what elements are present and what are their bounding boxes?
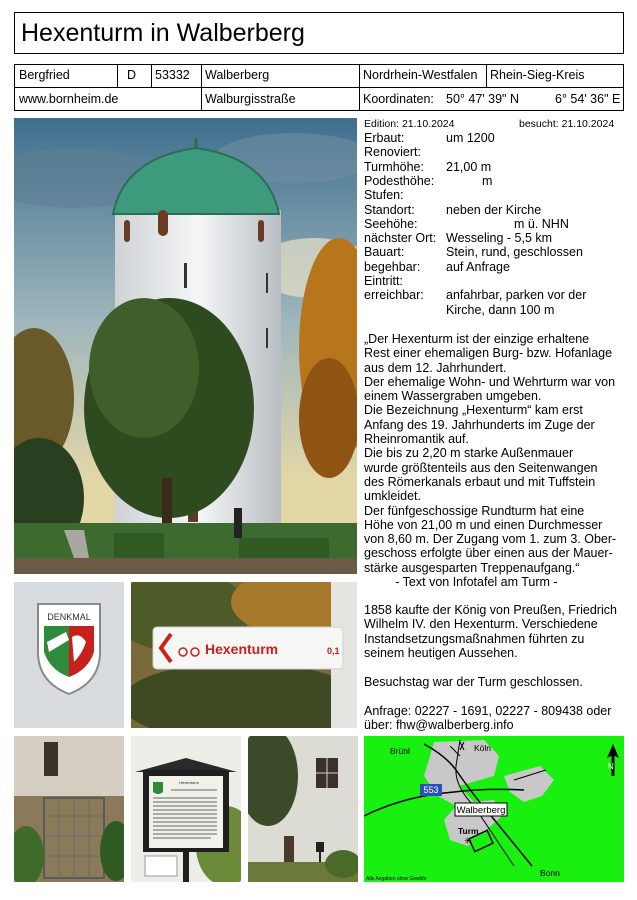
edition-date: Edition: 21.10.2024 [364,118,455,130]
type-cell: Bergfried [19,68,70,82]
contact-email[interactable]: über: fhw@walberberg.info [364,718,514,733]
quote-line: Anfang des 19. Jahrhunderts im Zuge der [364,417,595,432]
street-cell: Walburgisstraße [205,92,296,106]
quote-line: Höhe von 21,00 m und einen Durchmesser [364,517,603,532]
country-cell: D [127,68,137,82]
quote-line: von 8,60 m. Der Zugang vom 1. zum 3. Ober- [364,532,617,547]
postcode-cell: 53332 [155,68,190,82]
fact-value: Stein, rund, geschlossen [446,245,583,260]
quote-line: Die Bezeichnung „Hexenturm“ kam erst [364,403,583,418]
coords-label: Koordinaten: [363,92,434,106]
road-number: 553 [423,785,439,795]
quote-line: „Der Hexenturm ist der einzige erhaltene [364,332,590,346]
quote-line: umkleidet. [364,489,421,504]
quote-line: einem Wassergraben umgeben. [364,389,542,404]
map-label-walberberg: Walberberg [456,805,506,816]
fact-label: Standort: [364,202,415,217]
gate-photo [14,736,124,882]
fact-label: Renoviert: [364,145,421,160]
denkmal-text: DENKMAL [47,612,91,622]
map-label-bruhl: Brühl [390,746,410,756]
history-line: seinem heutigen Aussehen. [364,645,518,660]
sign-distance: 0,1 [327,646,340,656]
town-cell: Walberberg [205,68,270,82]
quote-line: Der fünfgeschossige Rundturm hat eine [364,503,585,518]
history-line: Instandsetzungsmaßnahmen führten zu [364,631,585,646]
denkmal-plaque-photo [14,582,124,728]
fact-label: Bauart: [364,245,405,260]
fact-label: Turmhöhe: [364,159,424,174]
fact-label: Podesthöhe: [364,173,435,188]
location-map [364,736,624,882]
sign-text: Hexenturm [205,641,279,657]
fact-value: anfahrbar, parken vor der [446,288,587,303]
fact-value: Kirche, dann 100 m [446,302,555,317]
history-line: 1858 kaufte der König von Preußen, Friedrich [364,603,617,617]
quote-line: des Römerkanals erbaut und mit Tuffstein [364,474,596,489]
fact-value: 21,00 m [446,159,492,174]
quote-line: geschoss erfolgte über einen aus der Mauer- [364,546,613,561]
board-title: Hexenturm [179,780,199,785]
map-label-koln: Köln [474,743,492,753]
fact-value: neben der Kirche [446,202,542,217]
longitude: 6° 54' 36" E [555,92,621,106]
history-1858 [364,603,630,660]
fact-label: Seehöhe: [364,216,418,231]
map-disclaimer: Alle Angaben ohne Gewähr [366,876,427,882]
fact-value: m [482,173,493,188]
fact-value: auf Anfrage [446,259,510,274]
visit-note: Besuchstag war der Turm geschlossen. [364,675,583,689]
fact-label: erreichbar: [364,288,424,303]
quote-line: - Text von Infotafel am Turm - [364,575,558,590]
quote-line: stärke ausgesparten Treppenaufgang.“ [364,560,580,575]
info-board-photo [131,736,241,882]
map-label-turm: Turm [458,826,479,836]
quote-line: wurde größtenteils aus den Seitenwangen [364,460,598,475]
history-line: Wilhelm IV. den Hexenturm. Verschiedene [364,617,598,632]
latitude: 50° 47' 39" N [446,92,519,106]
contact-info [364,704,630,733]
website-link[interactable]: www.bornheim.de [19,92,119,106]
header-table [14,64,624,111]
fact-value: Wesseling - 5,5 km [446,231,553,246]
fact-value: um 1200 [446,131,495,145]
fact-value: m ü. NHN [514,216,569,231]
fact-label: begehbar: [364,259,421,274]
fact-label: Stufen: [364,188,404,203]
quote-line: Rest einer ehemaligen Burg- bzw. Hofanlage [364,346,613,361]
quote-line: aus dem 12. Jahrhundert. [364,360,507,375]
map-label-bonn: Bonn [540,868,560,878]
facts-list [364,131,630,321]
north-label: N [608,762,614,771]
tower-wall-photo [248,736,358,882]
visited-date: besucht: 21.10.2024 [519,118,615,130]
hexenturm-sign-photo [131,582,357,728]
history-quote [364,332,630,589]
fact-label: Erbaut: [364,131,405,145]
contact-phone: Anfrage: 02227 - 1691, 02227 - 809438 oder [364,704,612,718]
tower-marker-icon: ✳ [464,837,472,847]
quote-line: Die bis zu 2,20 m starke Außenmauer [364,446,574,461]
page-title: Hexenturm in Walberberg [14,12,624,54]
fact-label: Eintritt: [364,274,403,288]
fact-label: nächster Ort: [364,231,437,246]
district-cell: Rhein-Sieg-Kreis [490,68,585,82]
tower-photo [14,118,357,574]
quote-line: Rheinromantik auf. [364,432,469,447]
quote-line: Der ehemalige Wohn- und Wehrturm war von [364,374,616,389]
state-cell: Nordrhein-Westfalen [363,68,478,82]
